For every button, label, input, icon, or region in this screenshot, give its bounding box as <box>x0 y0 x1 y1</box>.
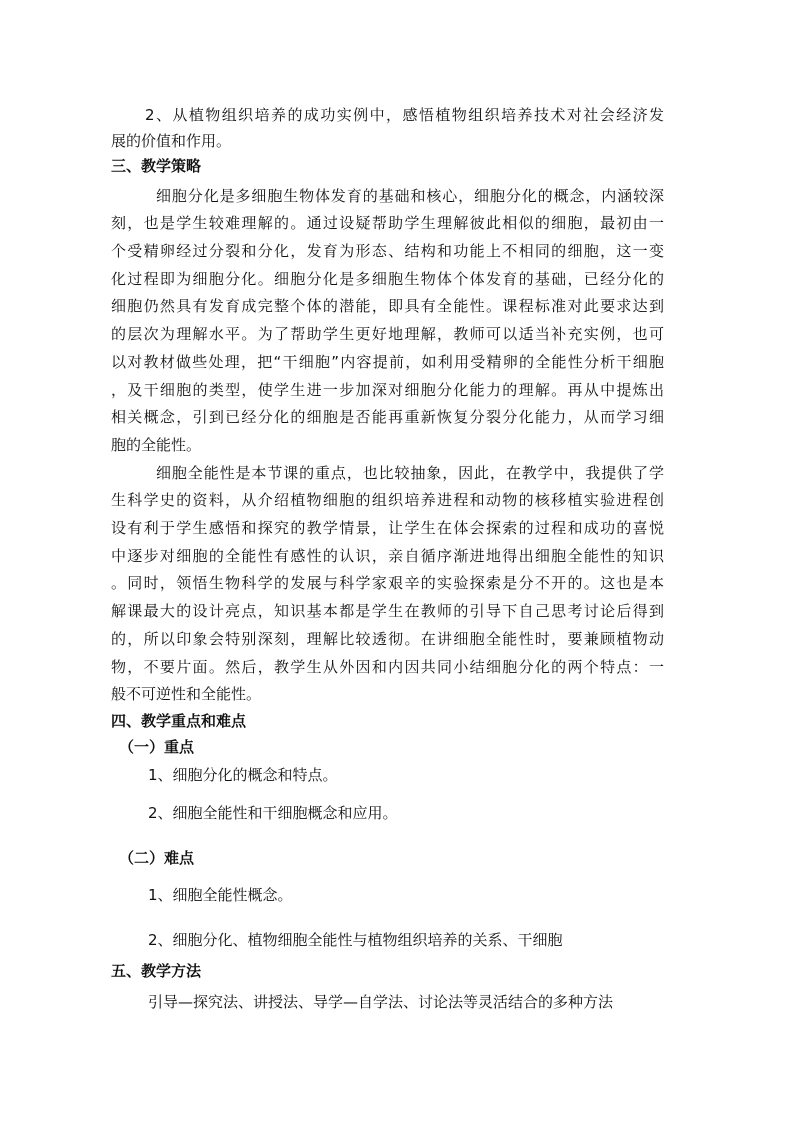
difficult-point-item: 1、细胞全能性概念。 <box>148 886 293 904</box>
para1-line: ，及干细胞的类型，使学生进一步加深对细胞分化能力的理解。再从中提炼出 <box>111 381 664 399</box>
para1-line: 细胞分化是多细胞生物体发育的基础和核心，细胞分化的概念，内涵较深 <box>156 187 664 205</box>
section3-heading: 三、教学策略 <box>111 157 202 175</box>
para2-line: 的，所以印象会特别深刻，理解比较透彻。在讲细胞全能性时，要兼顾植物动 <box>111 630 664 648</box>
section5-heading: 五、教学方法 <box>111 962 202 980</box>
para2-line: 设有利于学生感悟和探究的教学情景，让学生在体会探索的过程和成功的喜悦 <box>111 519 664 537</box>
para1-line: 化过程即为细胞分化。细胞分化是多细胞生物体个体发育的基础，已经分化的 <box>111 270 664 288</box>
para2-line: 解课最大的设计亮点，知识基本都是学生在教师的引导下自己思考讨论后得到 <box>111 602 664 620</box>
section4-heading: 四、教学重点和难点 <box>111 712 247 730</box>
para2-line: 中逐步对细胞的全能性有感性的认识，亲自循序渐进地得出细胞全能性的知识 <box>111 547 664 565</box>
para1-line: 细胞仍然具有发育成完整个体的潜能，即具有全能性。课程标准对此要求达到 <box>111 297 664 315</box>
para1-line: 个受精卵经过分裂和分化，发育为形态、结构和功能上不相同的细胞，这一变 <box>111 242 664 260</box>
key-points-heading: （一）重点 <box>119 738 195 756</box>
para2-line: 生科学史的资料，从介绍植物细胞的组织培养进程和动物的核移植实验进程创 <box>111 491 664 509</box>
goal-line-1: 2、从植物组织培养的成功实例中，感悟植物组织培养技术对社会经济发 <box>145 106 664 124</box>
teaching-methods-text: 引导—探究法、讲授法、导学—自学法、讨论法等灵活结合的多种方法 <box>148 993 614 1011</box>
para1-line: 刻，也是学生较难理解的。通过设疑帮助学生理解彼此相似的细胞，最初由一 <box>111 214 664 232</box>
para2-line: 般不可逆性和全能性。 <box>111 685 262 703</box>
goal-line-2: 展的价值和作用。 <box>111 132 232 150</box>
para2-line: 细胞全能性是本节课的重点，也比较抽象，因此，在教学中，我提供了学 <box>156 464 664 482</box>
key-point-item: 2、细胞全能性和干细胞概念和应用。 <box>148 804 398 822</box>
para2-line: 物，不要片面。然后，教学生从外因和内因共同小结细胞分化的两个特点：一 <box>111 658 664 676</box>
difficult-points-heading: （二）难点 <box>119 849 195 867</box>
para1-line: 的层次为理解水平。为了帮助学生更好地理解，教师可以适当补充实例，也可 <box>111 325 664 343</box>
para1-line: 胞的全能性。 <box>111 436 202 454</box>
key-point-item: 1、细胞分化的概念和特点。 <box>148 766 338 784</box>
para1-line: 相关概念，引到已经分化的细胞是否能再重新恢复分裂分化能力，从而学习细 <box>111 408 664 426</box>
difficult-point-item: 2、细胞分化、植物细胞全能性与植物组织培养的关系、干细胞 <box>148 931 563 949</box>
para1-line: 以对教材做些处理，把“干细胞”内容提前，如利用受精卵的全能性分析干细胞 <box>111 353 664 371</box>
para2-line: 。同时，领悟生物科学的发展与科学家艰辛的实验探索是分不开的。这也是本 <box>111 574 664 592</box>
